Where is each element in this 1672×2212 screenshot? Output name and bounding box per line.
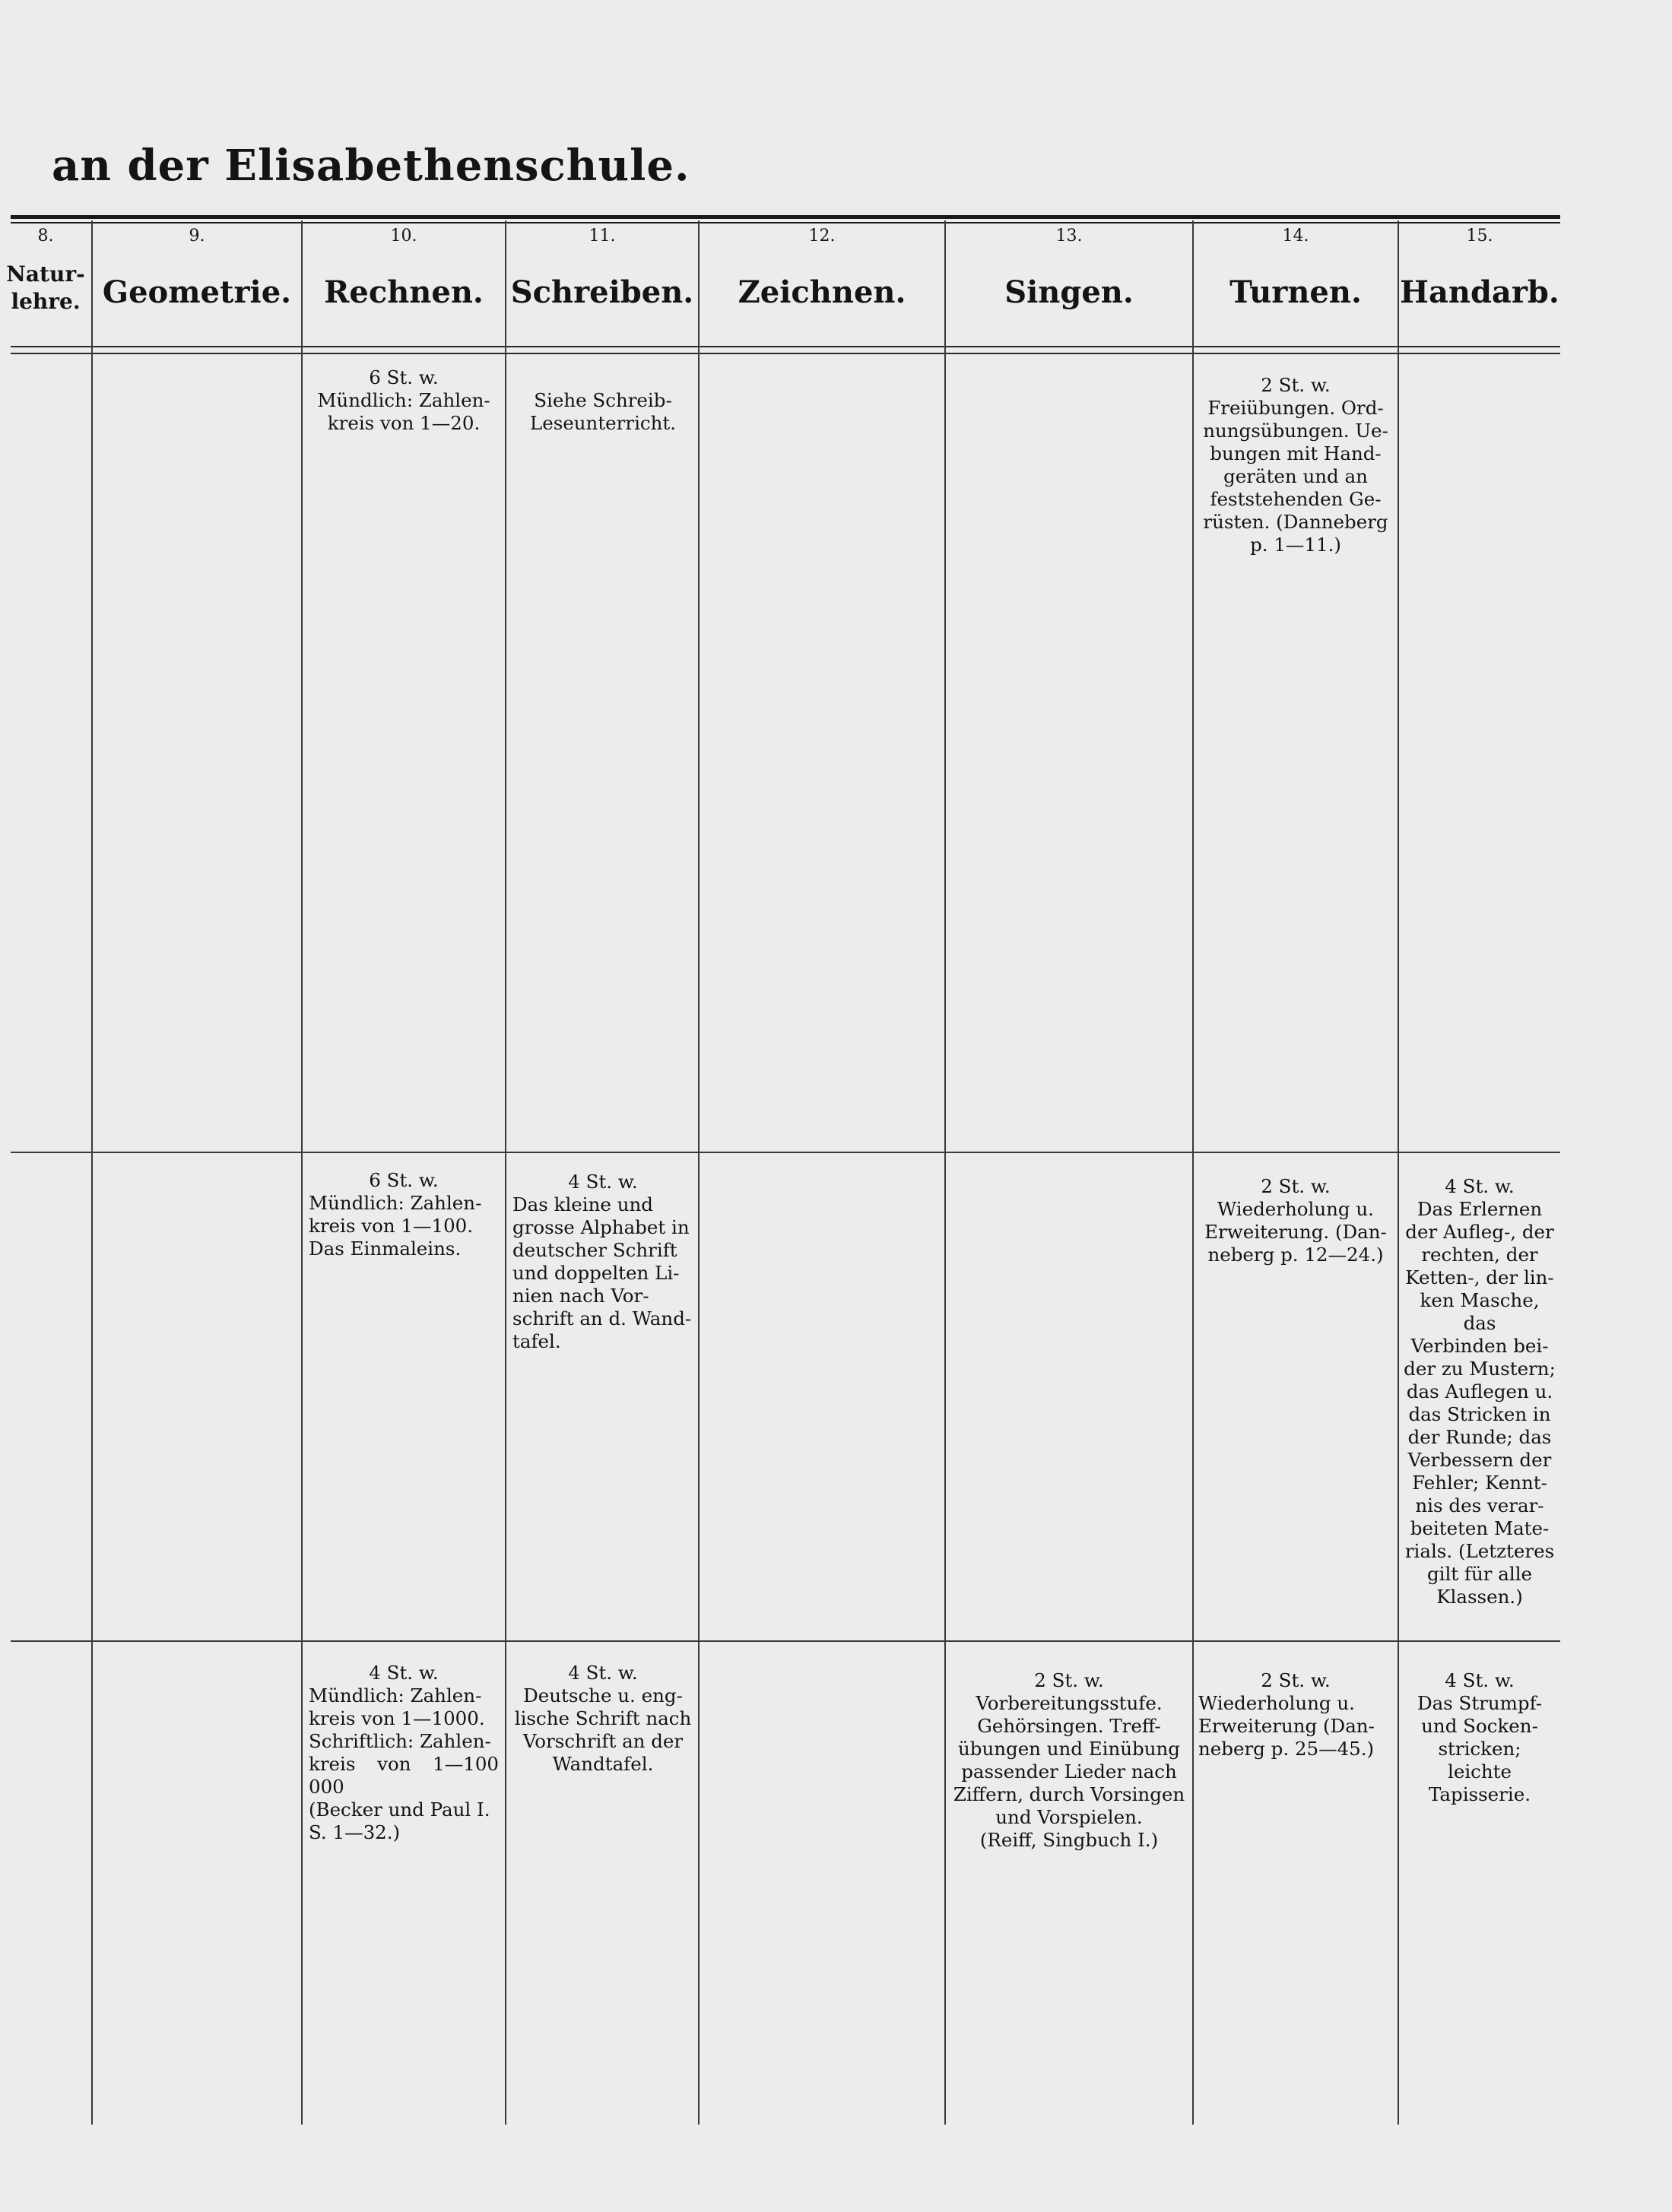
- hours-label: 4 St. w.: [1445, 1669, 1515, 1691]
- top-rule-thick: [11, 215, 1560, 219]
- hours-label: 2 St. w.: [1261, 1669, 1331, 1691]
- column-divider: [301, 220, 303, 2125]
- column-name: Rechnen.: [324, 274, 484, 310]
- column-header-schreiben: [506, 222, 698, 344]
- row1-turnen-cell: [1198, 374, 1393, 556]
- cell-text: Mündlich: Zahlen- kreis von 1—20.: [317, 389, 490, 434]
- header-rule-double: [11, 353, 1560, 354]
- row2-handarb-cell: [1404, 1175, 1556, 1608]
- column-header-handarb: [1399, 222, 1560, 344]
- row2-turnen-cell: [1198, 1175, 1393, 1266]
- cell-text: Vorbereitungsstufe. Gehörsingen. Treff- übungen und Einübung passender Lieder nach Ziffern, durch Vorsingen und Vorspielen. (Reiff, Singbuch I.): [953, 1692, 1185, 1851]
- column-number: 15.: [1466, 227, 1493, 246]
- row2-rechnen-cell: [309, 1169, 499, 1260]
- column-header-zeichnen: [700, 222, 944, 344]
- hours-label: 2 St. w.: [1261, 374, 1331, 396]
- cell-text: Wiederholung u. Erweiterung (Dan- neberg p. 25—45.): [1198, 1692, 1375, 1760]
- column-name: Turnen.: [1229, 274, 1362, 310]
- row3-rechnen-cell: [309, 1662, 499, 1844]
- row3-singen-cell: [950, 1669, 1188, 1852]
- column-header-rechnen: [303, 222, 505, 344]
- hours-label: 4 St. w.: [369, 1662, 439, 1684]
- cell-text: Freiübungen. Ord- nungsübungen. Ue- bungen mit Hand- geräten und an feststehenden Ge- rüsten. (Danneberg p. 1—11.): [1203, 397, 1388, 556]
- hours-label: 6 St. w.: [369, 1169, 439, 1191]
- column-number: 14.: [1282, 227, 1309, 246]
- row1-rechnen-cell: [309, 366, 499, 435]
- column-name: Handarb.: [1400, 274, 1559, 310]
- cell-text: Deutsche u. eng- lische Schrift nach Vorschrift an der Wandtafel.: [514, 1684, 692, 1775]
- column-name: Zeichnen.: [738, 274, 906, 310]
- column-header-turnen: [1194, 222, 1398, 344]
- hours-label: 4 St. w.: [568, 1171, 638, 1193]
- column-name: Natur- lehre.: [6, 261, 85, 314]
- column-number: 8.: [37, 227, 54, 246]
- column-divider: [1192, 220, 1194, 2125]
- hours-label: 6 St. w.: [369, 366, 439, 388]
- hours-label: 4 St. w.: [1445, 1175, 1515, 1197]
- cell-text: Siehe Schreib- Leseunterricht.: [529, 389, 677, 434]
- row3-handarb-cell: [1404, 1669, 1556, 1806]
- row1-schreiben-cell: [512, 389, 693, 435]
- cell-text: Das Strumpf- und Socken- stricken; leichte Tapisserie.: [1417, 1692, 1543, 1805]
- cell-text: Wiederholung u. Erweiterung. (Dan- neberg p. 12—24.): [1204, 1198, 1387, 1266]
- column-number: 12.: [808, 227, 836, 246]
- column-name: Singen.: [1004, 274, 1134, 310]
- row3-schreiben-cell: [512, 1662, 693, 1776]
- row2-schreiben-cell: [512, 1171, 693, 1353]
- column-divider: [944, 220, 946, 2125]
- column-name: Geometrie.: [102, 274, 292, 310]
- cell-text: Mündlich: Zahlen- kreis von 1—1000. Schriftlich: Zahlen- kreis von 1—100 000 (Becker und Paul I. S. 1—32.): [309, 1684, 499, 1843]
- column-header-naturlehre: [0, 222, 91, 344]
- column-number: 10.: [390, 227, 417, 246]
- row-divider: [11, 1640, 1560, 1642]
- row-divider: [11, 1152, 1560, 1153]
- hours-label: 2 St. w.: [1034, 1669, 1104, 1691]
- page-title: an der Elisabethenschule.: [52, 141, 690, 191]
- header-rule: [11, 346, 1560, 347]
- cell-text: Mündlich: Zahlen- kreis von 1—100. Das Einmaleins.: [309, 1192, 482, 1260]
- column-divider: [91, 220, 93, 2125]
- cell-text: Das kleine und grosse Alphabet in deutscher Schrift und doppelten Li- nien nach Vor- schrift an d. Wand- tafel.: [512, 1193, 692, 1352]
- column-number: 9.: [189, 227, 205, 246]
- column-divider: [698, 220, 700, 2125]
- row3-turnen-cell: [1198, 1669, 1393, 1760]
- column-name: Schreiben.: [510, 274, 694, 310]
- cell-text: Das Erlernen der Aufleg-, der rechten, der Ketten-, der lin- ken Masche, das Verbinden bei- der zu Mustern; das Auflegen u. das Stricken in der Runde; das Verbessern der Fehler; Kennt- nis des verar- beiteten Mate- rials. (Letzteres gilt für alle Klassen.): [1404, 1198, 1556, 1608]
- column-number: 11.: [589, 227, 616, 246]
- column-number: 13.: [1055, 227, 1083, 246]
- column-divider: [505, 220, 506, 2125]
- column-header-geometrie: [93, 222, 301, 344]
- column-header-singen: [946, 222, 1192, 344]
- hours-label: 4 St. w.: [568, 1662, 638, 1684]
- column-divider: [1398, 220, 1399, 2125]
- hours-label: 2 St. w.: [1261, 1175, 1331, 1197]
